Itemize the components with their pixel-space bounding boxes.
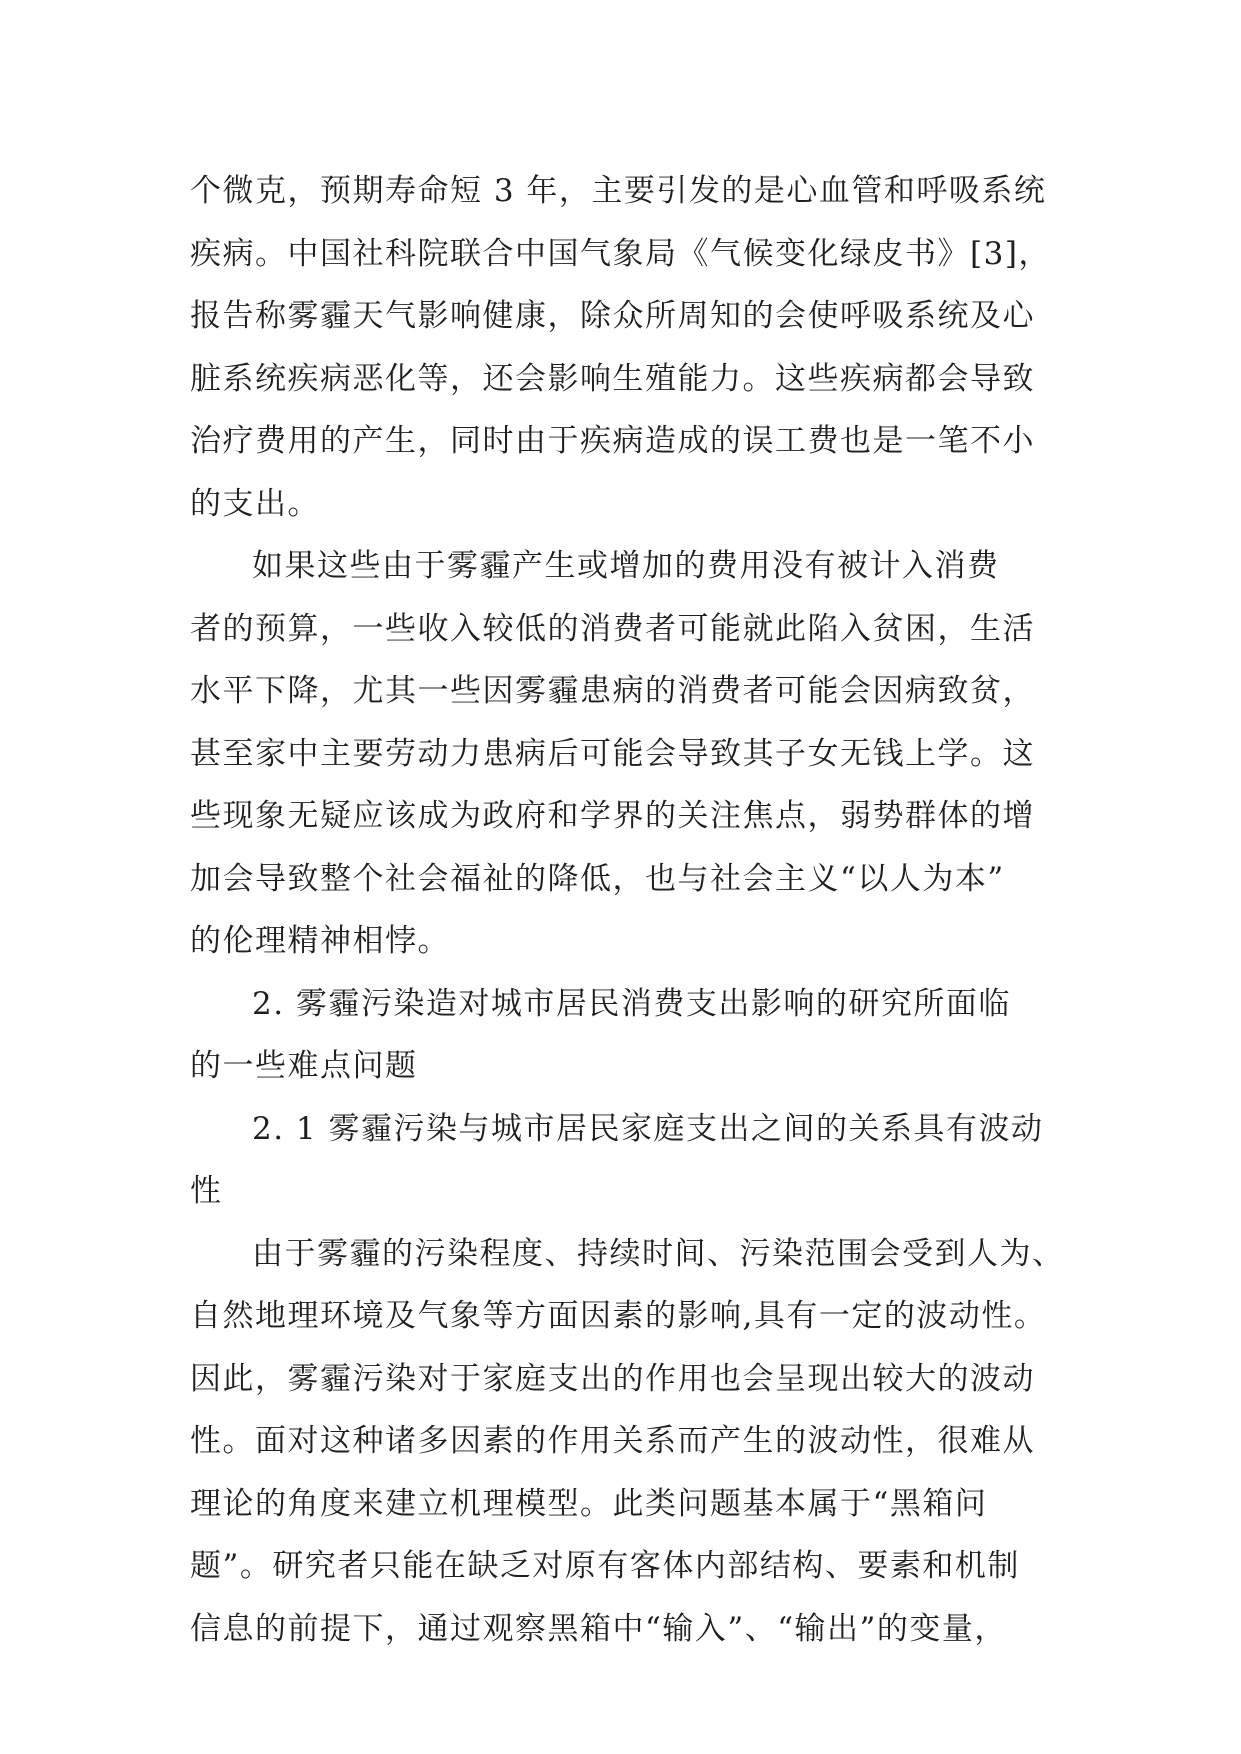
text-line: 水平下降，尤其一些因雾霾患病的消费者可能会因病致贫， [190,673,1035,709]
heading-line: 的一些难点问题 [190,1048,418,1084]
text-line: 个微克，预期寿命短 3 年，主要引发的是心血管和呼吸系统 [190,173,1047,209]
text-line: 信息的前提下，通过观察黑箱中“输入”、“输出”的变量， [190,1610,1007,1647]
section-heading-2 [190,973,1060,1098]
text-line: 如果这些由于雾霾产生或增加的费用没有被计入消费 [252,548,1000,584]
text-line: 者的预算，一些收入较低的消费者可能就此陷入贫困，生活 [190,610,1035,647]
text-line: 的支出。 [190,485,320,522]
text-line: 些现象无疑应该成为政府和学界的关注焦点，弱势群体的增 [190,798,1035,834]
text-line: 加会导致整个社会福祉的降低，也与社会主义“以人为本” [190,860,1005,897]
text-line: 因此，雾霾污染对于家庭支出的作用也会呈现出较大的波动 [190,1360,1035,1397]
heading-line: 性 [190,1173,223,1209]
text-line: 的伦理精神相悖。 [190,923,450,959]
text-line: 理论的角度来建立机理模型。此类问题基本属于“黑箱问 [190,1485,988,1522]
section-heading-2-1 [190,1098,1060,1223]
text-line: 题”。研究者只能在缺乏对原有客体内部结构、要素和机制 [190,1548,1020,1584]
text-line: 由于雾霾的污染程度、持续时间、污染范围会受到人为、 [252,1235,1065,1272]
text-line: 甚至家中主要劳动力患病后可能会导致其子女无钱上学。这 [190,735,1035,772]
text-line: 报告称雾霾天气影响健康，除众所周知的会使呼吸系统及心 [190,298,1035,334]
paragraph-volatility [190,1223,1065,1661]
heading-line: 2. 1 雾霾污染与城市居民家庭支出之间的关系具有波动 [252,1110,1044,1147]
text-line: 脏系统疾病恶化等，还会影响生殖能力。这些疾病都会导致 [190,360,1035,397]
body-text [190,160,1065,1660]
text-line: 疾病。中国社科院联合中国气象局《气候变化绿皮书》[3]， [190,235,1051,272]
text-line: 性。面对这种诸多因素的作用关系而产生的波动性，很难从 [190,1423,1035,1459]
paragraph-health-effects [190,160,1060,535]
paragraph-poverty-risk [190,535,1060,973]
text-line: 治疗费用的产生，同时由于疾病造成的误工费也是一笔不小 [190,423,1035,459]
heading-line: 2. 雾霾污染造对城市居民消费支出影响的研究所面临 [252,985,1011,1022]
text-line: 自然地理环境及气象等方面因素的影响,具有一定的波动性。 [190,1298,1047,1334]
